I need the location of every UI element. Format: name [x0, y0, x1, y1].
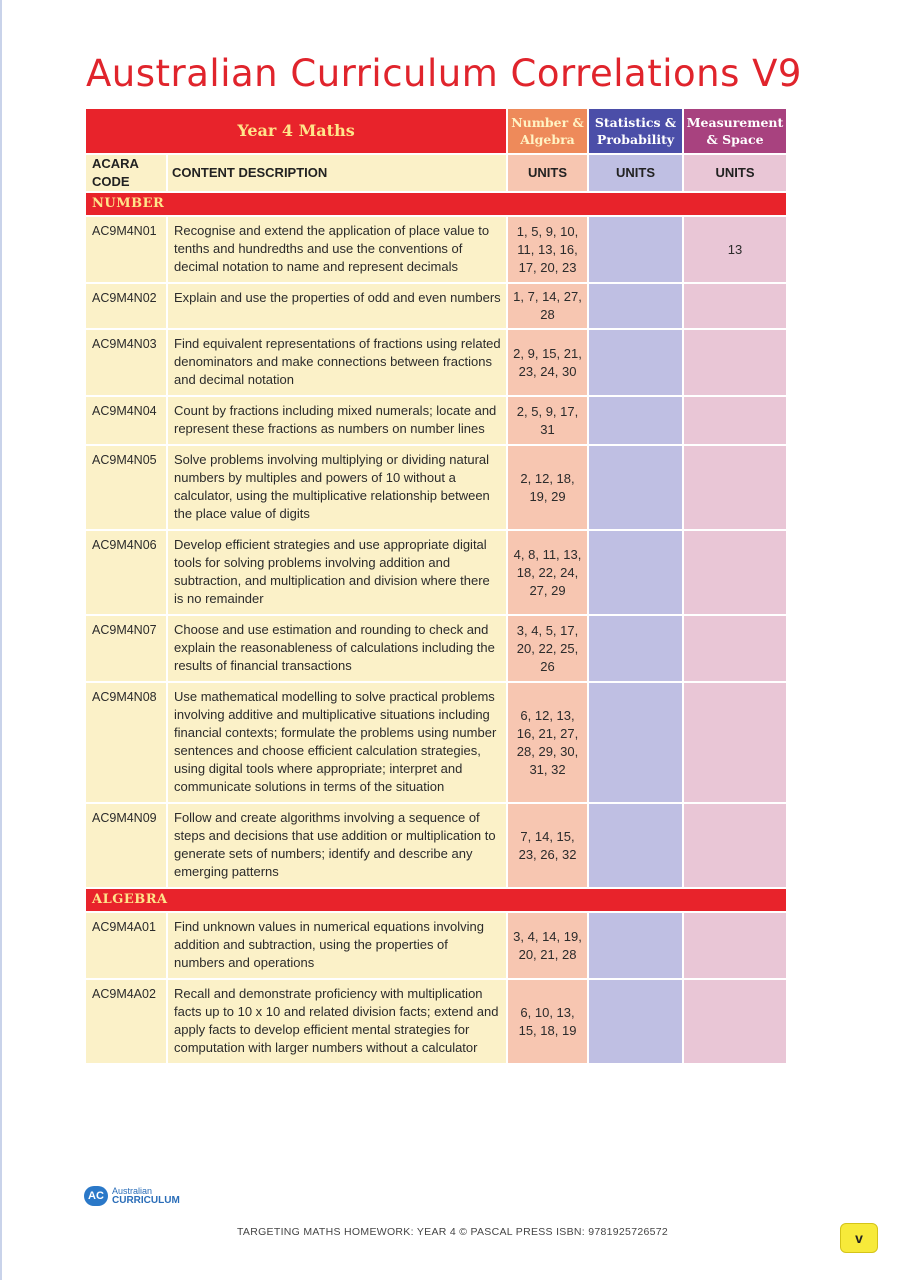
statistics-units	[589, 446, 682, 529]
number-algebra-units: 7, 14, 15, 23, 26, 32	[508, 804, 587, 887]
statistics-units	[589, 913, 682, 978]
acara-code: AC9M4N05	[86, 446, 166, 529]
acara-code: AC9M4N01	[86, 217, 166, 282]
statistics-units	[589, 980, 682, 1063]
number-algebra-units: 6, 12, 13, 16, 21, 27, 28, 29, 30, 31, 32	[508, 683, 587, 802]
content-description: Use mathematical modelling to solve practical problems involving additive and multiplicative situations including financial contexts; formulate the problems using number sentences and choose efficient calculation strategies, using digital tools where appropriate; interpret and communicate solutions in terms of the situation	[168, 683, 506, 802]
content-description: Follow and create algorithms involving a sequence of steps and decisions that use addition or multiplication to generate sets of numbers; identify and describe any emerging patterns	[168, 804, 506, 887]
acara-code: AC9M4N08	[86, 683, 166, 802]
measurement-units	[684, 913, 786, 978]
section-title: NUMBER	[86, 193, 786, 215]
number-algebra-units: 6, 10, 13, 15, 18, 19	[508, 980, 587, 1063]
col-units-number-algebra: UNITS	[508, 155, 587, 191]
table-row	[86, 683, 786, 802]
col-units-measurement: UNITS	[684, 155, 786, 191]
statistics-units	[589, 284, 682, 328]
content-description: Explain and use the properties of odd and even numbers	[168, 284, 506, 328]
acara-code: AC9M4A02	[86, 980, 166, 1063]
measurement-units: 13	[684, 217, 786, 282]
table-row	[86, 284, 786, 328]
acara-code: AC9M4N03	[86, 330, 166, 395]
strand-measurement-space: Measurement & Space	[684, 109, 786, 153]
correlations-table-wrap	[84, 107, 788, 1065]
logo-line-2: CURRICULUM	[112, 1195, 180, 1206]
statistics-units	[589, 217, 682, 282]
strand-number-algebra: Number & Algebra	[508, 109, 587, 153]
header-row	[86, 109, 786, 153]
table-row	[86, 217, 786, 282]
number-algebra-units: 2, 5, 9, 17, 31	[508, 397, 587, 444]
measurement-units	[684, 397, 786, 444]
table-row	[86, 913, 786, 978]
statistics-units	[589, 683, 682, 802]
correlations-table	[84, 107, 788, 1065]
acara-code: AC9M4A01	[86, 913, 166, 978]
acara-code: AC9M4N07	[86, 616, 166, 681]
logo-wordmark	[112, 1187, 180, 1205]
strand-statistics-probability: Statistics & Probability	[589, 109, 682, 153]
section-header-number	[86, 193, 786, 215]
content-description: Find unknown values in numerical equations involving addition and subtraction, using the properties of numbers and operations	[168, 913, 506, 978]
col-content-description: CONTENT DESCRIPTION	[168, 155, 506, 191]
statistics-units	[589, 804, 682, 887]
content-description: Solve problems involving multiplying or dividing natural numbers by multiples and powers of 10 without a calculator, using the multiplicative relationship between the place value of digits	[168, 446, 506, 529]
table-row	[86, 397, 786, 444]
year-heading: Year 4 Maths	[86, 109, 506, 153]
number-algebra-units: 3, 4, 5, 17, 20, 22, 25, 26	[508, 616, 587, 681]
number-algebra-units: 3, 4, 14, 19, 20, 21, 28	[508, 913, 587, 978]
section-title: ALGEBRA	[86, 889, 786, 911]
statistics-units	[589, 531, 682, 614]
measurement-units	[684, 446, 786, 529]
page-footer: TARGETING MATHS HOMEWORK: YEAR 4 © PASCAL PRESS ISBN: 9781925726572	[236, 1226, 669, 1238]
table-row	[86, 446, 786, 529]
acara-code: AC9M4N06	[86, 531, 166, 614]
table-row	[86, 804, 786, 887]
content-description: Recall and demonstrate proficiency with multiplication facts up to 10 x 10 and related division facts; extend and apply facts to develop efficient mental strategies for computation with larger numbers without a calculator	[168, 980, 506, 1063]
measurement-units	[684, 330, 786, 395]
table-row	[86, 980, 786, 1063]
content-description: Choose and use estimation and rounding to check and explain the reasonableness of calculations including the results of financial transactions	[168, 616, 506, 681]
acara-code: AC9M4N02	[86, 284, 166, 328]
page-number-badge: v	[840, 1223, 878, 1253]
ac-logo-icon: AC	[84, 1186, 108, 1206]
table-row	[86, 330, 786, 395]
content-description: Recognise and extend the application of place value to tenths and hundredths and use the conventions of decimal notation to name and represent decimals	[168, 217, 506, 282]
number-algebra-units: 4, 8, 11, 13, 18, 22, 24, 27, 29	[508, 531, 587, 614]
statistics-units	[589, 330, 682, 395]
measurement-units	[684, 284, 786, 328]
content-description: Develop efficient strategies and use appropriate digital tools for solving problems involving addition and subtraction, and multiplication and division where there is no remainder	[168, 531, 506, 614]
measurement-units	[684, 531, 786, 614]
number-algebra-units: 2, 9, 15, 21, 23, 24, 30	[508, 330, 587, 395]
statistics-units	[589, 616, 682, 681]
table-row	[86, 616, 786, 681]
number-algebra-units: 1, 7, 14, 27, 28	[508, 284, 587, 328]
measurement-units	[684, 616, 786, 681]
logo-line-1: Australian	[112, 1186, 153, 1196]
page-edge-line	[0, 0, 2, 1280]
measurement-units	[684, 804, 786, 887]
australian-curriculum-logo	[84, 1186, 180, 1206]
number-algebra-units: 2, 12, 18, 19, 29	[508, 446, 587, 529]
content-description: Count by fractions including mixed numerals; locate and represent these fractions as numbers on number lines	[168, 397, 506, 444]
acara-code: AC9M4N04	[86, 397, 166, 444]
statistics-units	[589, 397, 682, 444]
subheader-row	[86, 155, 786, 191]
number-algebra-units: 1, 5, 9, 10, 11, 13, 16, 17, 20, 23	[508, 217, 587, 282]
content-description: Find equivalent representations of fractions using related denominators and make connections between fractions and decimal notation	[168, 330, 506, 395]
col-acara-code: ACARA CODE	[86, 155, 166, 191]
page-title: Australian Curriculum Correlations V9	[86, 52, 802, 95]
measurement-units	[684, 683, 786, 802]
col-units-statistics: UNITS	[589, 155, 682, 191]
table-row	[86, 531, 786, 614]
acara-code: AC9M4N09	[86, 804, 166, 887]
measurement-units	[684, 980, 786, 1063]
section-header-algebra	[86, 889, 786, 911]
